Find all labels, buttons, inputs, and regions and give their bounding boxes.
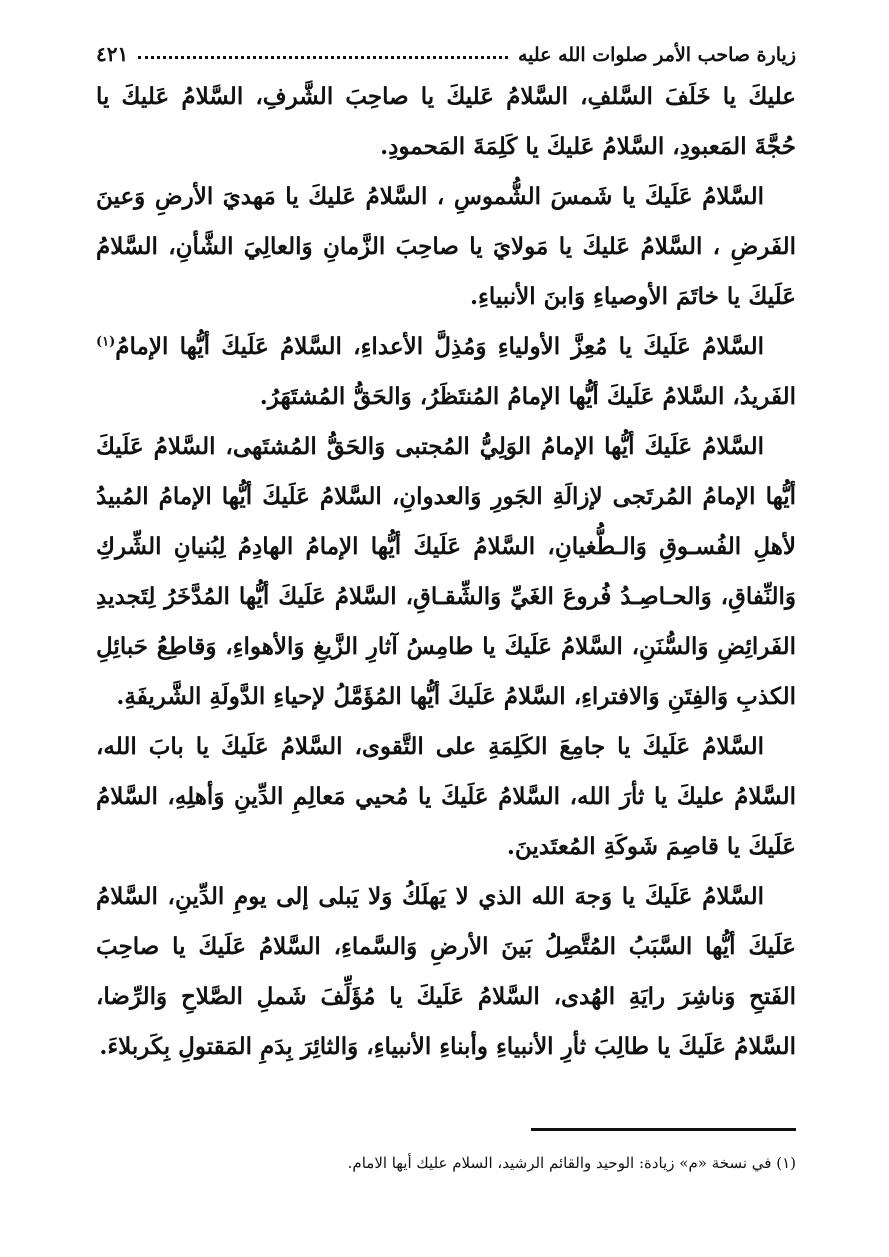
- paragraph-text: السَّلامُ عَلَيكَ يا مُعِزَّ الأولياءِ وَمُذِلَّ الأعداءِ، السَّلامُ عَلَيكَ أيُّها الإمامُ: [115, 333, 764, 360]
- paragraph: السَّلامُ عَلَيكَ يا وَجهَ الله الذي لا يَهلَكُ وَلا يَبلى إلى يومِ الدِّينِ، السَّلامُ عَلَيكَ أيُّها السَّبَبُ المُتَّصِلُ بَينَ الأرضِ وَالسَّماءِ، السَّلامُ عَلَيكَ يا صاحِبَ الفَتحِ وَناشِرَ رايَةِ الهُدى، السَّلامُ عَلَيكَ يا مُؤَلِّفَ شَملِ الصَّلاحِ وَالرِّضا، السَّلامُ عَلَيكَ يا طالِبَ ثأرِ الأنبياءِ وأبناءِ الأنبياءِ، وَالثائِرَ بِدَمِ المَقتولِ بِكَربلاءَ.: [96, 883, 796, 1060]
- footnote-marker: (١): [96, 334, 116, 350]
- paragraph-text-continued: الفَريدُ، السَّلامُ عَلَيكَ أيُّها الإمامُ المُنتَظَرُ، وَالحَقُّ المُشتَهَرُ.: [259, 383, 796, 410]
- paragraph: السَّلامُ عَلَيكَ يا جامِعَ الكَلِمَةِ على التَّقوى، السَّلامُ عَلَيكَ يا بابَ الله، السَّلامُ عليكَ يا ثأرَ الله، السَّلامُ عَلَيكَ يا مُحيي مَعالِمِ الدِّينِ وَأهلِهِ، السَّلامُ عَلَيكَ يا قاصِمَ شَوكَةِ المُعتَدينَ.: [96, 733, 796, 860]
- paragraph: السَّلامُ عَلَيكَ أيُّها الإمامُ الوَلِيُّ المُجتبى وَالحَقُّ المُشتَهى، السَّلامُ عَلَيكَ أيُّها الإمامُ المُرتَجى لإزالَةِ الجَورِ وَالعدوانِ، السَّلامُ عَلَيكَ أيُّها الإمامُ المُبيدُ لأهلِ الفُسـوقِ وَالـطُّغيانِ، السَّلامُ عَلَيكَ أيُّها الإمامُ الهادِمُ لِبُنيانِ الشِّركِ وَالنِّفاقِ، وَالحـاصِـدُ فُروعَ الغَيِّ وَالشِّقـاقِ، السَّلامُ عَلَيكَ أيُّها المُدَّخَرُ لِتَجديدِ الفَرائِضِ وَالسُّنَنِ، السَّلامُ عَلَيكَ يا طامِسُ آثارِ الزَّيغِ وَالأهواءِ، وَقاطِعُ حَبائِلِ الكذبِ وَالفِتَنِ وَالافتراءِ، السَّلامُ عَلَيكَ أيُّها المُؤَمَّلُ لإحياءِ الدَّولَةِ الشَّريفَةِ.: [96, 433, 796, 710]
- dotted-leader: [138, 56, 508, 59]
- footnote: (١) في نسخة «م» زيادة: الوحيد والقائم الرشيد، السلام عليك أيها الامام.: [347, 1154, 796, 1172]
- paragraph: عليكَ يا خَلَفَ السَّلفِ، السَّلامُ عَليكَ يا صاحِبَ الشَّرفِ، السَّلامُ عَليكَ يا حُجَّةَ المَعبودِ، السَّلامُ عَليكَ يا كَلِمَةَ المَحمودِ.: [96, 83, 796, 160]
- paragraph: السَّلامُ عَلَيكَ يا شَمسَ الشُّموسِ ، السَّلامُ عَليكَ يا مَهديَ الأرضِ وَعينَ الفَرضِ ، السَّلامُ عَليكَ يا مَولايَ يا صاحِبَ الزَّمانِ وَالعالِيَ الشَّأنِ، السَّلامُ عَلَيكَ يا خاتَمَ الأوصياءِ وَابنَ الأنبياءِ.: [96, 183, 796, 310]
- book-page: [96, 30, 796, 1230]
- body-text: [96, 72, 796, 1072]
- paragraph: [96, 322, 796, 422]
- footnote-rule: [531, 1128, 796, 1131]
- running-header: [96, 30, 796, 66]
- running-title: زيارة صاحب الأمر صلوات الله عليه: [517, 44, 796, 66]
- page-number: ٤٢١: [96, 42, 129, 66]
